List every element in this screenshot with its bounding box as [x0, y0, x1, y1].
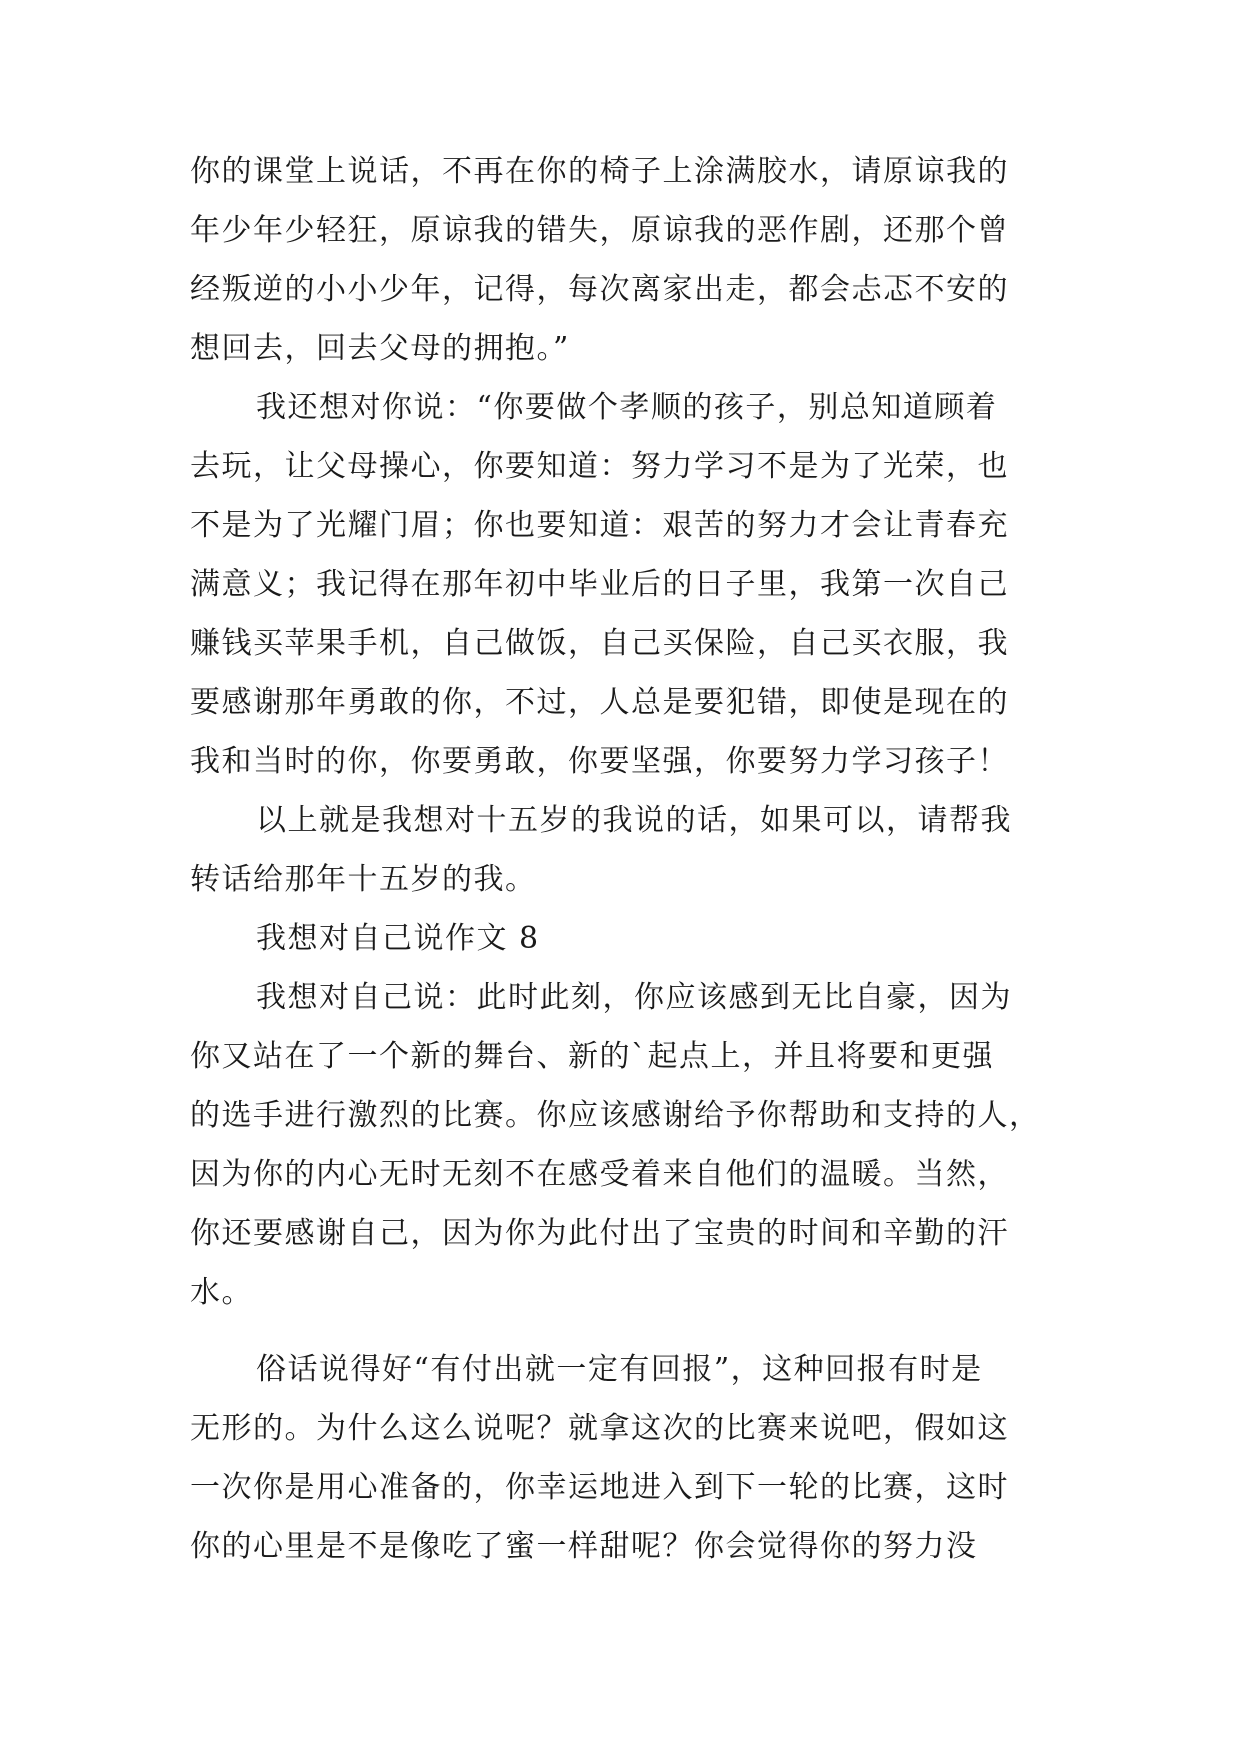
paragraph-start-line: 以上就是我想对十五岁的我说的话，如果可以，请帮我	[256, 803, 1012, 838]
text-line: 无形的。为什么这么说呢？就拿这次的比赛来说吧，假如这	[190, 1411, 1009, 1446]
paragraph-start-line: 俗话说得好“有付出就一定有回报”，这种回报有时是	[256, 1352, 983, 1387]
text-line: 我和当时的你，你要勇敢，你要坚强，你要努力学习孩子！	[190, 744, 1009, 779]
text-line: 一次你是用心准备的，你幸运地进入到下一轮的比赛，这时	[190, 1470, 1009, 1505]
text-line: 转话给那年十五岁的我。	[190, 862, 537, 897]
text-line: 不是为了光耀门眉；你也要知道：艰苦的努力才会让青春充	[190, 508, 1009, 543]
paragraph-start-line: 我还想对你说：“你要做个孝顺的孩子，别总知道顾着	[256, 390, 998, 425]
text-line: 满意义；我记得在那年初中毕业后的日子里，我第一次自己	[190, 567, 1009, 602]
text-line: 要感谢那年勇敢的你，不过，人总是要犯错，即使是现在的	[190, 685, 1009, 720]
text-line: 想回去，回去父母的拥抱。”	[190, 331, 570, 366]
text-line: 你的心里是不是像吃了蜜一样甜呢？你会觉得你的努力没	[190, 1529, 978, 1564]
paragraph-start-line: 我想对自己说：此时此刻，你应该感到无比自豪，因为	[256, 980, 1012, 1015]
text-line: 因为你的内心无时无刻不在感受着来自他们的温暖。当然，	[190, 1157, 1009, 1192]
text-line: 你的课堂上说话，不再在你的椅子上涂满胶水，请原谅我的	[190, 154, 1009, 189]
text-line: 的选手进行激烈的比赛。你应该感谢给予你帮助和支持的人，	[190, 1098, 1041, 1133]
text-line: 赚钱买苹果手机，自己做饭，自己买保险，自己买衣服，我	[190, 626, 1009, 661]
text-line: 去玩，让父母操心，你要知道：努力学习不是为了光荣，也	[190, 449, 1009, 484]
text-line: 年少年少轻狂，原谅我的错失，原谅我的恶作剧，还那个曾	[190, 213, 1009, 248]
text-line: 你还要感谢自己，因为你为此付出了宝贵的时间和辛勤的汗	[190, 1216, 1009, 1251]
section-heading: 我想对自己说作文 8	[256, 921, 540, 956]
text-line: 经叛逆的小小少年，记得，每次离家出走，都会忐忑不安的	[190, 272, 1009, 307]
text-line: 水。	[190, 1275, 253, 1310]
text-line: 你又站在了一个新的舞台、新的`起点上，并且将要和更强	[190, 1039, 994, 1074]
